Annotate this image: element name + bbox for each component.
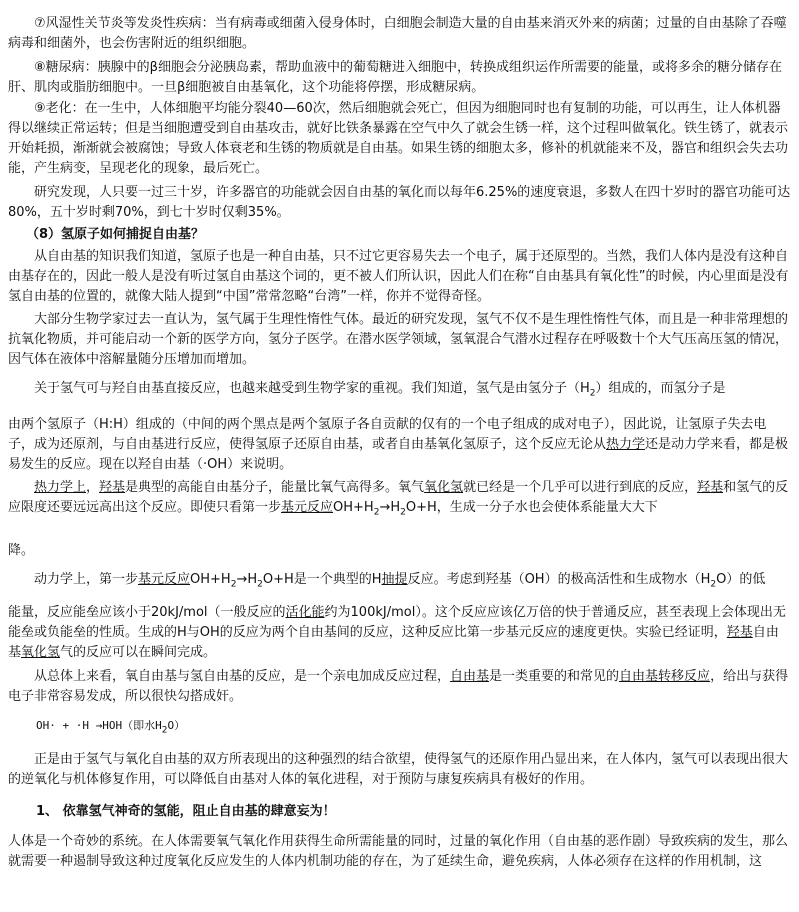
subscript: 2	[400, 507, 406, 518]
section-heading-8	[26, 225, 786, 245]
paragraph-hydrogen-atoms	[8, 415, 791, 475]
paragraph-text: 大部分生物学家过去一直认为，氢气属于生理性惰性气体。最近的研究发现，氢气不仅不是生理性惰性气体，而且是一种非常理想的抗氧化物质，并可能启动一个新的医学方向，氢分子医学。在潜水医学领域，氢氧混合气潜水过程存在呼吸数十个大气压高压氢的情况，因气体在液体中溶解量随分压增加而增加。	[8, 312, 789, 367]
text-run: 动力学上，第一步	[34, 572, 139, 587]
paragraph-thermodynamics	[8, 478, 791, 523]
paragraph-research	[8, 183, 791, 223]
text-run: O+H，生成一分子水也会使体系能量大大下	[405, 500, 658, 515]
section-heading-1	[36, 802, 776, 822]
text-run: ，给出与获得电子非常容易发成，所以很快勾搭成奸。	[8, 669, 789, 704]
reaction-equation	[36, 716, 776, 741]
heading-text: （8）氢原子如何捕捉自由基？	[26, 227, 205, 242]
abstraction-link[interactable]: 抽提	[381, 572, 408, 587]
oxidize-hydrogen-link[interactable]: 氧化氢	[424, 480, 464, 495]
text-run: →H	[236, 572, 258, 587]
paragraph-overall	[8, 667, 791, 707]
free-radical-link[interactable]: 自由基	[450, 669, 490, 684]
text-run: 从总体上来看，氧自由基与氢自由基的反应，是一个亲电加成反应过程，	[34, 669, 451, 684]
text-run: 就已经是一个几乎可以进行到底的反应，	[463, 480, 698, 495]
subscript: 2	[589, 388, 596, 399]
text-run: 能量，反应能垒应该小于20kJ/mol（一般反应的	[8, 605, 286, 620]
paragraph-aging	[8, 99, 791, 179]
paragraph-text: ⑧糖尿病：胰腺中的β细胞会分泌胰岛素，帮助血液中的葡萄糖进入细胞中，转换成组织运作所需要的能量，或将多余的糖分储存在肝、肌肉或脂肪细胞中。一旦β细胞被自由基氧化，这个功能将停摆，形成糖尿病。	[8, 60, 782, 95]
subscript: 2	[230, 579, 237, 590]
text-run: 约为100kJ/mol）。这个反应应该亿万倍的快于普通反应，甚至表现上会体现出无能垒或负能垒的性质。生成的H与OH的反应为两个自由基间的反应，这种反应比第一步基元反应的速度更快。实验已经证明，	[8, 605, 786, 640]
subscript: 2	[710, 579, 717, 590]
text-run: OH+H	[190, 572, 231, 587]
text-run: 是一类重要的和常见的	[489, 669, 620, 684]
paragraph-body-system	[8, 832, 791, 872]
paragraph-text: 正是由于氢气与氧化自由基的双方所表现出的这种强烈的结合欲望，使得氢气的还原作用凸显出来，在人体内，氢气可以表现出很大的逆氧化与机体修复作用，可以降低自由基对人体的氧化进程，对于预防与康复疾病具有极好的作用。	[8, 752, 789, 787]
paragraph-energy-barrier	[8, 603, 791, 663]
paragraph-text: ⑦风湿性关节炎等发炎性疾病：当有病毒或细菌入侵身体时，白细胞会制造大量的自由基来消灭外来的病菌；过量的自由基除了吞噬病毒和细菌外，也会伤害附近的组织细胞。	[8, 16, 787, 51]
paragraph-text: 研究发现，人只要一过三十岁，许多器官的功能就会因自由基的氧化而以每年6.25%的速度衰退，多数人在四十岁时的器官功能可达80%，五十岁时剩70%，到七十岁时仅剩35%。	[8, 185, 791, 220]
hydroxyl-link[interactable]: 羟基	[697, 480, 724, 495]
activation-energy-link[interactable]: 活化能	[285, 605, 325, 620]
paragraph-hydroxyl-intro	[8, 379, 791, 404]
paragraph-text: ⑨老化：在一生中，人体细胞平均能分裂40—60次，然后细胞就会死亡，但因为细胞同时也有复制的功能，可以再生，让人体机器得以继续正常运转；但是当细胞遭受到自由基攻击，就好比铁条暴露在空气中久了就会生锈一样，这个过程叫做氧化。铁生锈了，就表示开始耗损，渐渐就会被腐蚀；导致人体衰老和生锈的物质就是自由基。如果生锈的细胞太多，修补的机就能来不及，器官和组织会失去功能，产生病变，呈现老化的现象，最后死亡。	[8, 101, 789, 176]
text-run: 自由基	[8, 625, 779, 660]
hydroxyl-link[interactable]: 羟基	[726, 625, 753, 640]
paragraph-diabetes	[8, 58, 791, 98]
paragraph-text: 降。	[8, 543, 35, 558]
thermodynamics-link[interactable]: 热力学	[606, 437, 646, 452]
subscript: 2	[161, 725, 168, 736]
heading-text: 1、 依靠氢气神奇的氢能，阻止自由基的肆意妄为！	[36, 804, 336, 819]
elementary-reaction-link[interactable]: 基元反应	[138, 572, 191, 587]
text-run: 和氢气的反应限度还要远远高出这个反应。即使只看第一步	[8, 480, 789, 515]
paragraph-text: 人体是一个奇妙的系统。在人体需要氧气氧化作用获得生命所需能量的同时，过量的氧化作用（自由基的恶作剧）导致疾病的发生，那么就需要一种遏制导致这种过度氧化反应发生的人体内机制功能的存在，为了延续生命，避免疾病，人体必须存在这样的作用机制，这	[8, 834, 789, 869]
text-run: →H	[379, 500, 401, 515]
text-run: 反应。考虑到羟基（OH）的极高活性和生成物水（H	[407, 572, 711, 587]
text-run: ，	[86, 480, 100, 495]
paragraph-biologists	[8, 310, 791, 370]
paragraph-continuation	[8, 541, 791, 561]
equation-text: O）	[167, 719, 186, 732]
text-run: 气的反应可以在瞬间完成。	[60, 645, 217, 660]
oxidize-hydrogen-link[interactable]: 氧化氢	[21, 645, 61, 660]
radical-transfer-link[interactable]: 自由基转移反应	[619, 669, 711, 684]
equation-text: OH· + ·H →HOH（即水H	[36, 719, 162, 732]
subscript: 2	[373, 507, 380, 518]
paragraph-kinetics	[8, 570, 791, 595]
text-run: O）的低	[716, 572, 766, 587]
hydroxyl-link[interactable]: 羟基	[99, 480, 126, 495]
paragraph-conclusion	[8, 750, 791, 790]
text-run: OH+H	[333, 500, 374, 515]
text-run: 是典型的高能自由基分子，能量比氧气高得多。氧气	[125, 480, 425, 495]
paragraph-rheumatism	[8, 14, 791, 54]
elementary-reaction-link[interactable]: 基元反应	[281, 500, 334, 515]
subscript: 2	[257, 579, 263, 590]
text-run: O+H是一个典型的H	[262, 572, 382, 587]
paragraph-hydrogen-radical	[8, 247, 791, 307]
paragraph-text: 从自由基的知识我们知道，氢原子也是一种自由基，只不过它更容易失去一个电子，属于还原型的。当然，我们人体内是没有这种自由基存在的，因此一般人是没有听过氢自由基这个词的，更不被人们所认识，因此人们在称“自由基具有氧化性”的时候，内心里面是没有氢自由基的位置的，就像大陆人提到“中国”常常忽略“台湾”一样，你并不觉得奇怪。	[8, 249, 789, 304]
text-run: 关于氢气可与羟自由基直接反应，也越来越受到生物学家的重视。我们知道，氢气是由氢分子（H	[34, 381, 590, 396]
text-run: ）组成的，而氢分子是	[595, 381, 726, 396]
text-run: 由两个氢原子（H:H）组成的（中间的两个黑点是两个氢原子各自贡献的仅有的一个电子组成的成对电子），因此说，让氢原子失去电子，成为还原剂，与自由基进行反应，使得氢原子还原自由基，或者自由基氧化氢原子，这个反应无论从	[8, 417, 767, 452]
thermodynamics-link[interactable]: 热力学上	[34, 480, 87, 495]
text-run: 还是动力学来看，都是极易发生的反应。现在以羟自由基（·OH）来说明。	[8, 437, 789, 472]
